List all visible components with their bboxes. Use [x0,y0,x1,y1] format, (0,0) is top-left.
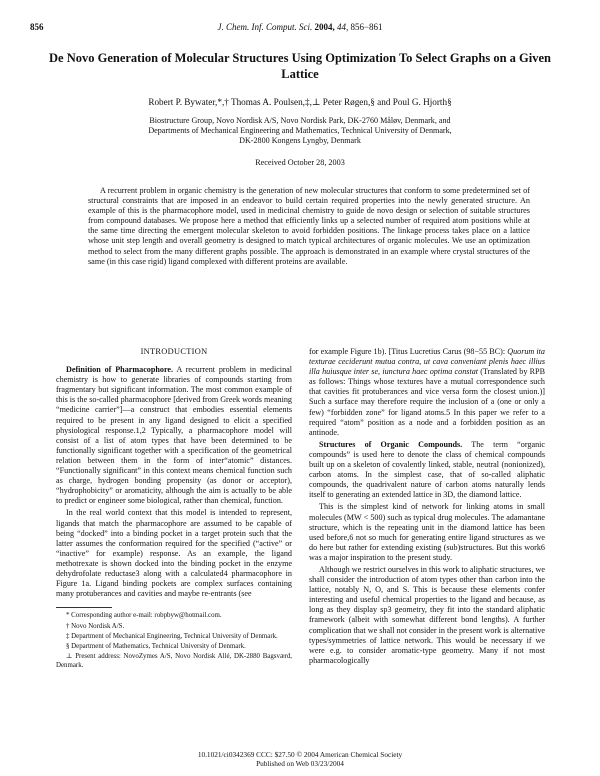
footnote: § Department of Mathematics, Technical University of Denmark. [66,643,246,651]
journal-pages: 856−861 [350,22,383,32]
author-list: Robert P. Bywater,*,† Thomas A. Poulsen,‡,⊥ Peter Røgen,§ and Poul G. Hjorth§ [148,97,452,107]
paragraph-run-in-heading: Definition of Pharmacophore. [66,365,174,375]
journal-reference [30,22,570,32]
affiliation-line: DK-2800 Kongens Lyngby, Denmark [239,136,361,145]
abstract: A recurrent problem in organic chemistry is the generation of new molecular structures that conform to some predetermined set of structural constraints that are imposed in an endeavor to build certain required properties into the newly generated structure. An example of this is the pharmacophore model, used in medicinal chemistry to guide de novo design or selection of suitable structures from compound databases. We propose here a method that efficiently links up a selected number of required atom positions while at the same time directing the emergent molecular skeleton to avoid forbidden positions. The linkage process takes place on a lattice whose unit step length and overall geometry is designed to match typical architectures of organic molecules. We use an optimization method to select from the many different graphs possible. The approach is demonstrated in an example where crystal structures of the same (in this case rigid) ligand complexed with different proteins are available. [88,186,530,266]
doi-copyright: 10.1021/ci0342369 CCC: $27.50 © 2004 American Chemical Society [197,750,403,759]
footnote: † Novo Nordisk A/S. [66,622,125,630]
paragraph-text: (Translated by RPB as follows: Things whose textures have a mutual correspondence such that cavities fit protuberances and vice versa form the closest union.)] Such a surface may therefore require the inclusion of a (one or only a few) “forbidden zone” for ligand atoms.5 In this paper we refer to a required “atom” position as a node and a forbidden position as an antinode. [309,367,545,437]
paragraph-organic-compounds [309,440,545,501]
affiliation-line: Departments of Mechanical Engineering and Mathematics, Technical University of Denmark, [148,126,452,135]
page-number: 856 [30,22,44,32]
affiliation-line: Biostructure Group, Novo Nordisk A/S, Novo Nordisk Park, DK-2760 Måløv, Denmark, and [149,116,451,125]
right-column [309,347,545,668]
footnote: ⊥ Present address: NovoZymes A/S, Novo Nordisk Allé, DK-2880 Bagsværd, Denmark. [56,653,292,669]
paragraph-lucretius [309,347,545,438]
paragraph-diamond-lattice: This is the simplest kind of network for linking atoms in small molecules (MW < 500) such as typical drug molecules. The adamantane structure, which is the repeating unit in the diamond lattice has been used before,6 not so much for generating entire ligand structures as we do here but rather for extending existing (sub)structures. But this work6 was a major inspiration to the present study. [309,502,545,562]
footnote: * Corresponding author e-mail: robpbyw@hotmail.com. [66,612,222,620]
footnote: ‡ Department of Mechanical Engineering, Technical University of Denmark. [66,632,278,640]
page-footer [0,750,600,768]
paragraph-pharmacophore [56,365,292,506]
section-heading-introduction: INTRODUCTION [140,347,208,356]
paper-title: De Novo Generation of Molecular Structures Using Optimization To Select Graphs on a Given Lattice [49,51,551,81]
journal-volume: 44, [336,22,349,32]
publication-date: Published on Web 03/23/2004 [256,759,344,768]
footnote-divider [56,607,112,608]
paragraph-atom-types: Although we restrict ourselves in this work to aliphatic structures, we shall consider the introduction of atom types other than carbon into the lattice, notably N, O, and S. This is because these elements confer interesting and useful chemical properties to the ligand and because, as long as they display sp3 geometry, they fit into the standard aliphatic framework (albeit with somewhat different bond lengths). A further complication that we shall not consider in the present work is alternative types/symmetries of lattice network. This would be necessary if we were e.g. to consider aromatic-type geometry. Many if not most pharmacologically [309,564,545,665]
latin-quote: Quorum ita texturae ceciderunt mutua contra, ut cava conveniant plenis haec illius illa huiusque inter se, iunctura haec optima constat [309,347,545,377]
paragraph-text: for example Figure 1b). [Titus Lucretius Carus (98−55 BC): [309,347,508,356]
paragraph-run-in-heading: Structures of Organic Compounds. [319,439,463,449]
paragraph-text: A recurrent problem in medicinal chemistry is how to generate libraries of compounds starting from fragmentary but significant information. The most common example of this is the so-called pharmacophore [derived from Greek words meaning “medicine carrier”]—a construct that embodies essential elements required to be present in any ligand designed to elicit a specified physiological response.1,2 Typically, a pharmacophore model will consist of a list of atom types that have been determined to be functionally significant together with a specification of the geometrical relation between them in the form of inter“atomic” distances. “Functionally significant” in this context means chemical function such as charge, hydrogen bonding propensity (as donor or acceptor), “hydrophobicity” or aromaticity, although the aim is actually to be able to predict or engineer some biological, rather than chemical, function. [56,365,292,506]
paragraph-docking: In the real world context that this model is intended to represent, ligands that match the pharmacophore are assumed to be capable of being “docked” into a binding pocket in a target protein such that the latter assumes the conformation required for the specified (“active” or “inactive” for example) response. As an example, the ligand methotrexate is shown docked into the binding pocket in the enzyme dehydrofolate reductase3 along with a calculated4 pharmacophore in Figure 1a. Ligand binding pockets are complex surfaces containing many protuberances and cavities and maybe re-entrants (see [56,508,292,599]
paragraph-text: The term “organic compounds” is used here to denote the class of chemical compounds built up on a skeleton of covalently linked, stable, neutral (nonionized), carbon atoms. In the simplest case, that of so-called aliphatic compounds, the quadrivalent nature of carbon atoms naturally lends itself to generating an extended lattice in 3D, the diamond lattice. [309,439,545,500]
received-date: Received October 28, 2003 [255,158,345,167]
journal-name: J. Chem. Inf. Comput. Sci. [217,22,313,32]
journal-year: 2004, [314,22,335,32]
affiliations [60,116,540,146]
running-header [30,22,570,34]
left-column [56,347,292,672]
